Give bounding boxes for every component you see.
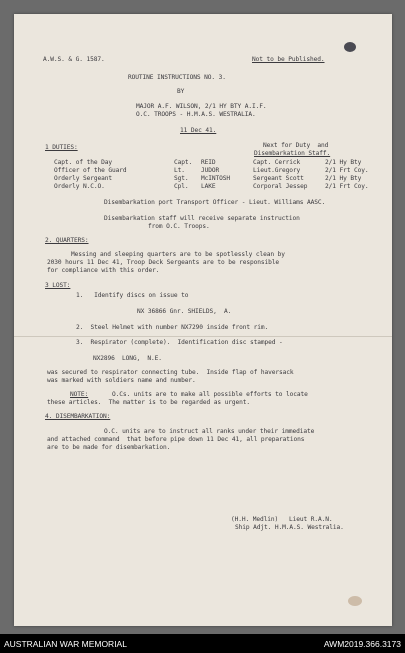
quarters-line-1: Messing and sleeping quarters are to be spotlessly clean by xyxy=(71,251,285,258)
disembark-staff-line-2: from O.C. Troops. xyxy=(148,223,210,230)
paper-stain xyxy=(348,596,362,606)
secrecy-note: Not to be Published. xyxy=(252,56,325,63)
note-label: NOTE: xyxy=(70,391,89,398)
next-duty-name: Capt. Cerrick xyxy=(253,159,301,166)
author-line-1: MAJOR A.F. WILSON, 2/1 HY BTY A.I.F. xyxy=(136,103,267,110)
footer-institution: AUSTRALIAN WAR MEMORIAL xyxy=(4,639,127,649)
duty-rank: Lt. xyxy=(174,167,185,174)
document-ref: A.W.S. & G. 1587. xyxy=(43,56,105,63)
author-line-2: O.C. TROOPS - H.M.A.S. WESTRALIA. xyxy=(136,111,256,118)
lost-item-3: 3. Respirator (complete). Identification disc stamped - xyxy=(76,339,283,346)
footer-bar xyxy=(0,634,405,653)
disembark-staff-line-1: Disembarkation staff will receive separate instruction xyxy=(104,215,300,222)
quarters-heading: 2. QUARTERS: xyxy=(45,237,89,244)
quarters-line-2: 2030 hours 11 Dec 41, Troop Deck Sergeants are to be responsible xyxy=(47,259,280,266)
next-duty-unit: 2/1 Hy Bty xyxy=(325,159,362,166)
duty-title: Capt. of the Day xyxy=(54,159,113,166)
next-duty-name: Lieut.Gregory xyxy=(253,167,301,174)
signature-line-2: Ship Adjt. H.M.A.S. Westralia. xyxy=(235,524,344,531)
duty-title: Orderly Sergeant xyxy=(54,175,113,182)
duties-heading: 1 DUTIES: xyxy=(45,144,78,151)
duty-rank: Capt. xyxy=(174,159,193,166)
lost-line-4: was secured to respirator connecting tube. Inside flap of haversack xyxy=(47,369,294,376)
duty-name: JUDOR xyxy=(201,167,220,174)
footer-accession-number: AWM2019.366.3173 xyxy=(323,639,401,649)
next-duty-name: Corporal Jessep xyxy=(253,183,308,190)
lost-item-1-detail: NX 36866 Gnr. SHIELDS, A. xyxy=(137,308,232,315)
disembarkation-line-1: O.C. units are to instruct all ranks under their immediate xyxy=(104,428,315,435)
paper-fold xyxy=(14,336,392,337)
lost-heading: 3 LOST: xyxy=(45,282,71,289)
next-duty-name: Sergeant Scott xyxy=(253,175,304,182)
note-line-2: these articles. The matter is to be regarded as urgent. xyxy=(47,399,251,406)
document-date: 11 Dec 41. xyxy=(180,127,217,134)
note-line-1: O.Cs. units are to make all possible efforts to locate xyxy=(112,391,308,398)
duty-title: Officer of the Guard xyxy=(54,167,127,174)
quarters-line-3: for compliance with this order. xyxy=(47,267,160,274)
disembark-officer: Disembarkation port Transport Officer - Lieut. Williams AASC. xyxy=(104,199,326,206)
next-duty-unit: 2/1 Frt Coy. xyxy=(325,183,369,190)
disembarkation-line-2: and attached command that before pipe down 11 Dec 41, all preparations xyxy=(47,436,305,443)
duty-name: LAKE xyxy=(201,183,216,190)
next-duty-heading-1: Next for Duty and xyxy=(263,142,329,149)
next-duty-heading-2: Disembarkation Staff. xyxy=(254,150,331,157)
lost-item-3-detail: NX2896 LONG, N.E. xyxy=(93,355,162,362)
duty-name: McINTOSH xyxy=(201,175,231,182)
duty-rank: Sgt. xyxy=(174,175,189,182)
ink-stain xyxy=(344,42,356,52)
disembarkation-heading: 4. DISEMBARKATION: xyxy=(45,413,111,420)
lost-line-5: was marked with soldiers name and number. xyxy=(47,377,196,384)
lost-item-1: 1. Identify discs on issue to xyxy=(76,292,189,299)
signature-line-1: (H.H. Medlin) Lieut R.A.N. xyxy=(231,516,333,523)
duty-title: Orderly N.C.O. xyxy=(54,183,105,190)
document-page xyxy=(14,14,392,626)
next-duty-unit: 2/1 Hy Bty xyxy=(325,175,362,182)
next-duty-unit: 2/1 Frt Coy. xyxy=(325,167,369,174)
disembarkation-line-3: are to be made for disembarkation. xyxy=(47,444,171,451)
duty-rank: Cpl. xyxy=(174,183,189,190)
document-title: ROUTINE INSTRUCTIONS NO. 3. xyxy=(128,74,226,81)
by-line: BY xyxy=(177,88,185,95)
lost-item-2: 2. Steel Helmet with number NX7290 inside front rim. xyxy=(76,324,269,331)
duty-name: REID xyxy=(201,159,216,166)
